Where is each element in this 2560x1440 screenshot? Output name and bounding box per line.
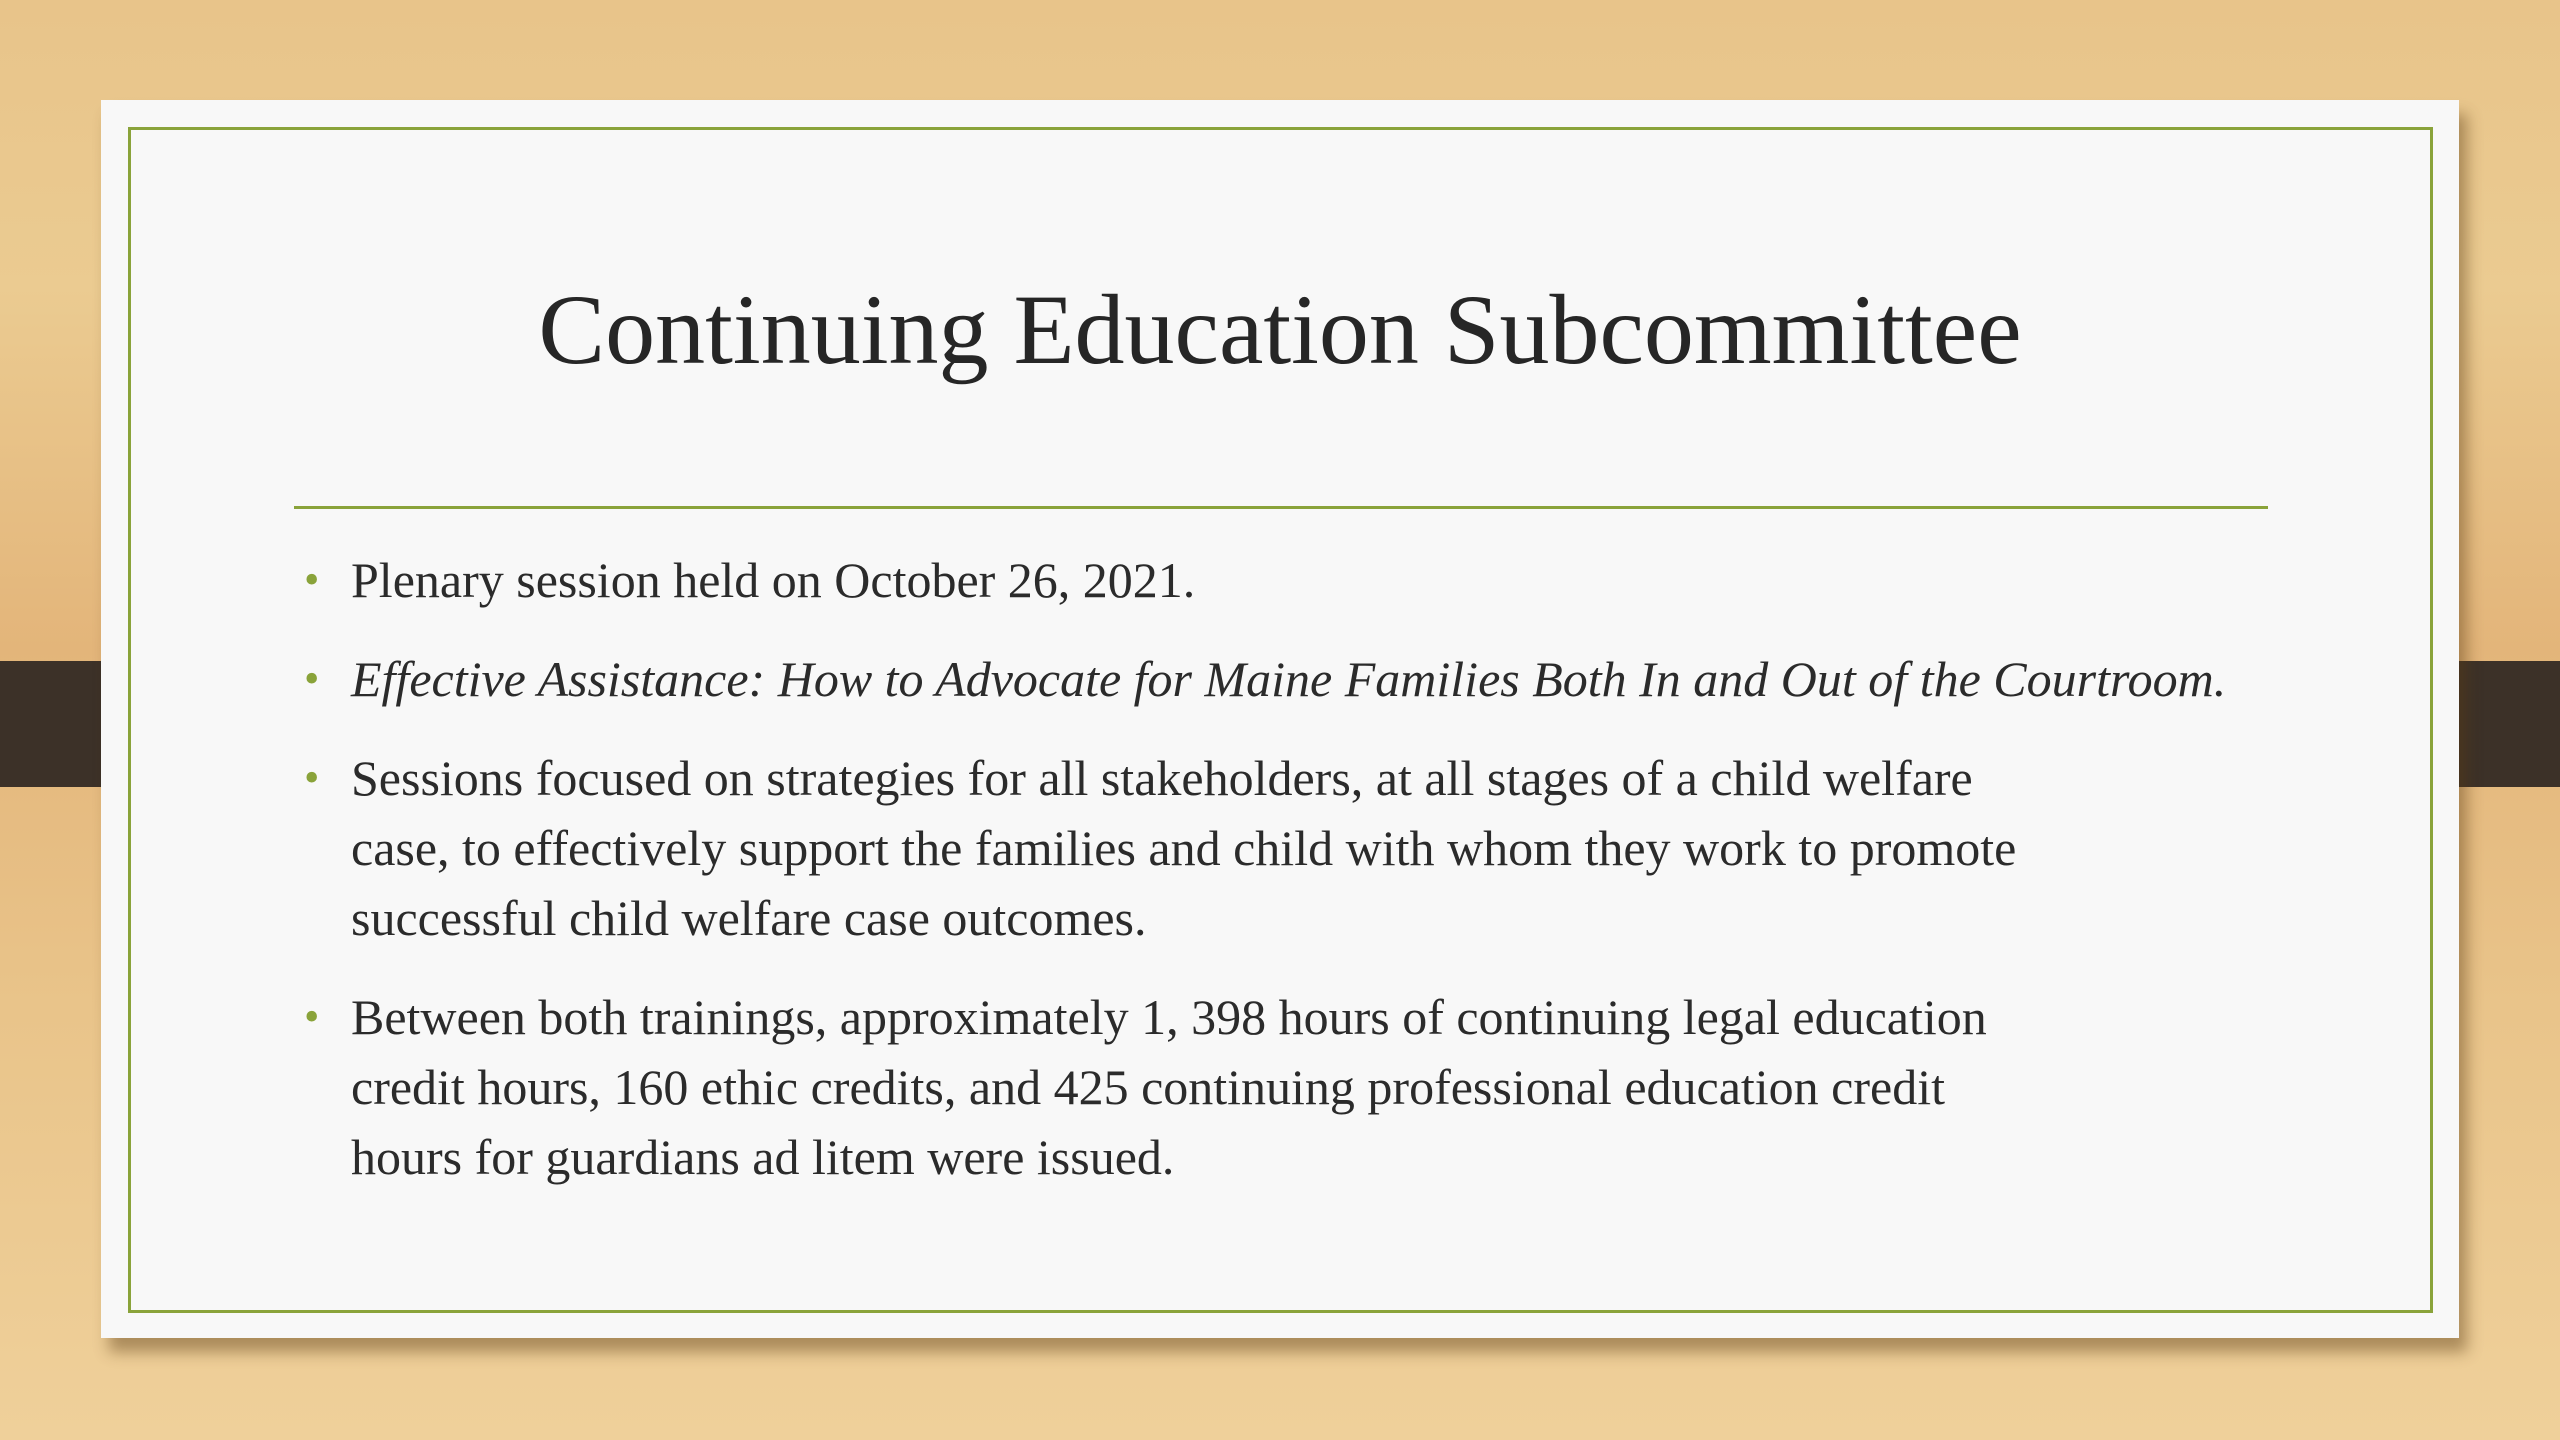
bullet-item <box>304 644 2311 714</box>
bullet-icon: • <box>304 555 320 604</box>
bullet-text: Between both trainings, approximately 1, 398 hours of continuing legal education <box>351 989 1987 1045</box>
bullet-text: Sessions focused on strategies for all stakeholders, at all stages of a child welfare <box>351 750 1973 806</box>
bullet-text: Effective Assistance: How to Advocate for Maine Families Both In and Out of the Courtroom. <box>351 651 2227 707</box>
bullet-icon: • <box>304 753 320 802</box>
bullet-icon: • <box>304 992 320 1041</box>
bullet-item <box>304 982 2311 1192</box>
slide-title: Continuing Education Subcommittee <box>538 274 2022 385</box>
bullet-item <box>304 743 2311 953</box>
title-divider <box>294 506 2268 509</box>
bullet-item <box>304 545 2311 615</box>
bullet-list <box>304 545 2311 1221</box>
bullet-text: credit hours, 160 ethic credits, and 425 continuing professional education credit <box>351 1059 1945 1115</box>
bullet-text: hours for guardians ad litem were issued. <box>351 1129 1175 1185</box>
bullet-icon: • <box>304 654 320 703</box>
bullet-text: successful child welfare case outcomes. <box>351 890 1147 946</box>
bullet-text: Plenary session held on October 26, 2021. <box>351 552 1196 608</box>
bullet-text: case, to effectively support the families and child with whom they work to promote <box>351 820 2017 876</box>
